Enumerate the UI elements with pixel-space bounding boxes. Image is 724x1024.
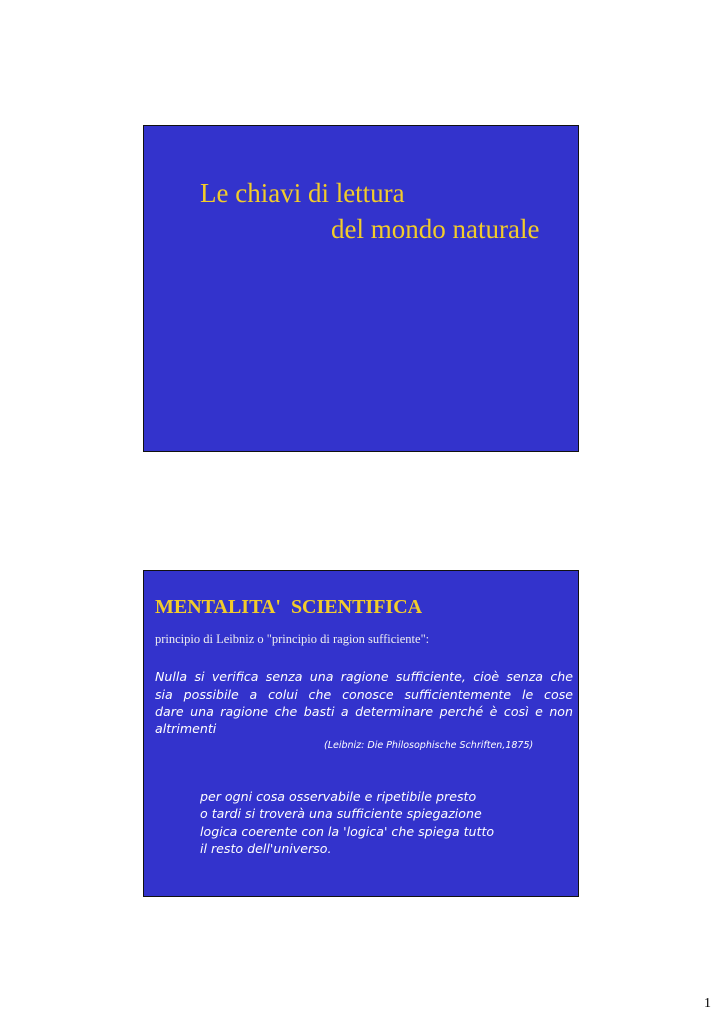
note-line-3: logica coerente con la 'logica' che spiega tutto [200, 824, 495, 839]
note-line-1: per ogni cosa osservabile e ripetibile presto [200, 789, 477, 804]
quote-line-2: sia possibile a colui che conosce sufficientemente le cose [155, 687, 573, 702]
quote-line-4: altrimenti [155, 721, 217, 736]
slide-title-line-1: Le chiavi di lettura [200, 178, 405, 208]
note-line-4: il resto dell'universo. [200, 841, 332, 856]
quote-line-1: Nulla si verifica senza una ragione sufficiente, cioè senza che [155, 669, 573, 684]
slide-2 [143, 570, 579, 897]
slide-subtitle: principio di Leibniz o "principio di ragion sufficiente": [155, 632, 430, 646]
slide-heading: MENTALITA' SCIENTIFICA [155, 596, 423, 618]
note-line-2: o tardi si troverà una sufficiente spiegazione [200, 806, 482, 821]
slide-title-line-2: del mondo naturale [331, 214, 540, 244]
page-number: 1 [704, 996, 711, 1011]
quote-citation: (Leibniz: Die Philosophische Schriften,1875) [324, 740, 534, 751]
quote-line-3: dare una ragione che basti a determinare perché è così e non [155, 704, 573, 719]
slide-1 [143, 125, 579, 452]
